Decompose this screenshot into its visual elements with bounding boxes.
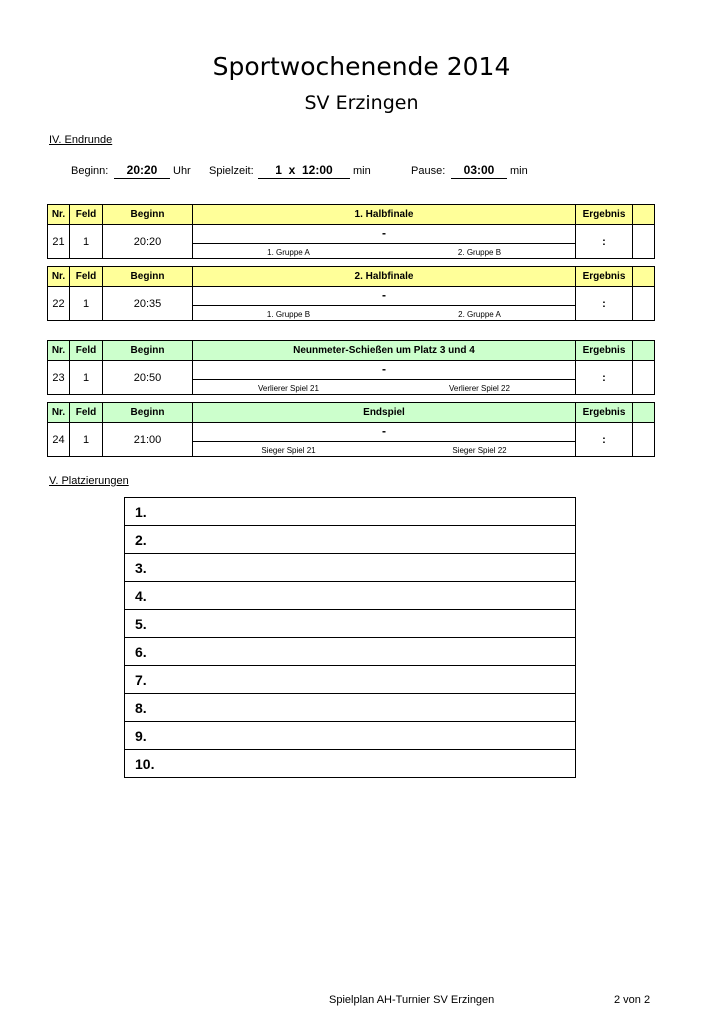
score-separator: - xyxy=(382,362,386,376)
score-separator: - xyxy=(382,288,386,302)
match-feld: 1 xyxy=(70,361,103,395)
match-result: : xyxy=(576,225,633,259)
match-feld: 1 xyxy=(70,423,103,457)
blank-cell xyxy=(633,341,655,361)
blank-cell xyxy=(633,267,655,287)
team-a: 1. Gruppe A xyxy=(267,248,310,257)
placing-row: 7. xyxy=(125,666,576,694)
match-table-24 xyxy=(47,402,655,457)
col-beginn: Beginn xyxy=(103,403,193,423)
schedule-parameters xyxy=(0,163,723,181)
col-feld: Feld xyxy=(70,403,103,423)
blank-cell xyxy=(633,205,655,225)
match-pairing xyxy=(193,287,576,321)
beginn-value: 20:20 xyxy=(114,163,170,179)
placing-row: 9. xyxy=(125,722,576,750)
col-feld: Feld xyxy=(70,267,103,287)
divider xyxy=(193,305,575,306)
match-feld: 1 xyxy=(70,287,103,321)
page-title: Sportwochenende 2014 xyxy=(212,52,511,81)
blank-cell xyxy=(633,225,655,259)
pause-label: Pause: xyxy=(411,165,446,177)
team-b: 2. Gruppe B xyxy=(457,248,502,257)
col-feld: Feld xyxy=(70,205,103,225)
placing-row: 10. xyxy=(125,750,576,778)
pause-unit: min xyxy=(510,165,528,177)
placings-table xyxy=(124,497,576,778)
team-b: 2. Gruppe A xyxy=(458,310,501,319)
match-table-23 xyxy=(47,340,655,395)
placing-row: 5. xyxy=(125,610,576,638)
blank-cell xyxy=(633,423,655,457)
col-ergebnis: Ergebnis xyxy=(576,205,633,225)
match-table-21 xyxy=(47,204,655,259)
col-beginn: Beginn xyxy=(103,267,193,287)
placing-row: 4. xyxy=(125,582,576,610)
match-pairing xyxy=(193,225,576,259)
divider xyxy=(193,243,575,244)
score-separator: - xyxy=(382,424,386,438)
divider xyxy=(193,441,575,442)
blank-cell xyxy=(633,403,655,423)
spielzeit-value xyxy=(258,163,350,179)
match-heading: 1. Halbfinale xyxy=(193,205,576,225)
match-beginn: 20:35 xyxy=(103,287,193,321)
match-pairing xyxy=(193,423,576,457)
spielzeit-label: Spielzeit: xyxy=(209,165,254,177)
col-beginn: Beginn xyxy=(103,205,193,225)
footer-text: Spielplan AH-Turnier SV Erzingen xyxy=(329,994,495,1006)
match-result: : xyxy=(576,361,633,395)
team-a: Sieger Spiel 21 xyxy=(261,446,316,455)
beginn-unit: Uhr xyxy=(173,165,191,177)
spielzeit-duration: 12:00 xyxy=(302,163,333,177)
team-a: 1. Gruppe B xyxy=(266,310,311,319)
divider xyxy=(193,379,575,380)
match-nr: 22 xyxy=(48,287,70,321)
col-nr: Nr. xyxy=(48,341,70,361)
team-b: Sieger Spiel 22 xyxy=(452,446,507,455)
placing-row: 1. xyxy=(125,498,576,526)
match-nr: 21 xyxy=(48,225,70,259)
match-beginn: 20:20 xyxy=(103,225,193,259)
section-heading-platzierungen: V. Platzierungen xyxy=(49,475,129,487)
match-table-22 xyxy=(47,266,655,321)
col-ergebnis: Ergebnis xyxy=(576,403,633,423)
team-b: Verlierer Spiel 22 xyxy=(449,384,510,393)
match-nr: 24 xyxy=(48,423,70,457)
match-result: : xyxy=(576,423,633,457)
placing-row: 8. xyxy=(125,694,576,722)
footer-page-number: 2 von 2 xyxy=(614,994,651,1006)
placing-row: 6. xyxy=(125,638,576,666)
spielzeit-count: 1 xyxy=(275,163,282,177)
match-heading: 2. Halbfinale xyxy=(193,267,576,287)
match-beginn: 21:00 xyxy=(103,423,193,457)
col-nr: Nr. xyxy=(48,267,70,287)
spielzeit-times: x xyxy=(288,163,296,177)
blank-cell xyxy=(633,361,655,395)
match-beginn: 20:50 xyxy=(103,361,193,395)
col-ergebnis: Ergebnis xyxy=(576,267,633,287)
spielzeit-unit: min xyxy=(353,165,371,177)
beginn-label: Beginn: xyxy=(71,165,109,177)
match-pairing xyxy=(193,361,576,395)
blank-cell xyxy=(633,287,655,321)
col-feld: Feld xyxy=(70,341,103,361)
col-beginn: Beginn xyxy=(103,341,193,361)
match-nr: 23 xyxy=(48,361,70,395)
col-nr: Nr. xyxy=(48,205,70,225)
pause-value: 03:00 xyxy=(451,163,507,179)
col-nr: Nr. xyxy=(48,403,70,423)
section-heading-endrunde: IV. Endrunde xyxy=(49,134,113,146)
score-separator: - xyxy=(382,226,386,240)
match-result: : xyxy=(576,287,633,321)
match-heading: Endspiel xyxy=(193,403,576,423)
page-subtitle: SV Erzingen xyxy=(304,92,419,114)
placing-row: 3. xyxy=(125,554,576,582)
match-feld: 1 xyxy=(70,225,103,259)
placing-row: 2. xyxy=(125,526,576,554)
col-ergebnis: Ergebnis xyxy=(576,341,633,361)
match-heading: Neunmeter-Schießen um Platz 3 und 4 xyxy=(193,341,576,361)
team-a: Verlierer Spiel 21 xyxy=(258,384,319,393)
